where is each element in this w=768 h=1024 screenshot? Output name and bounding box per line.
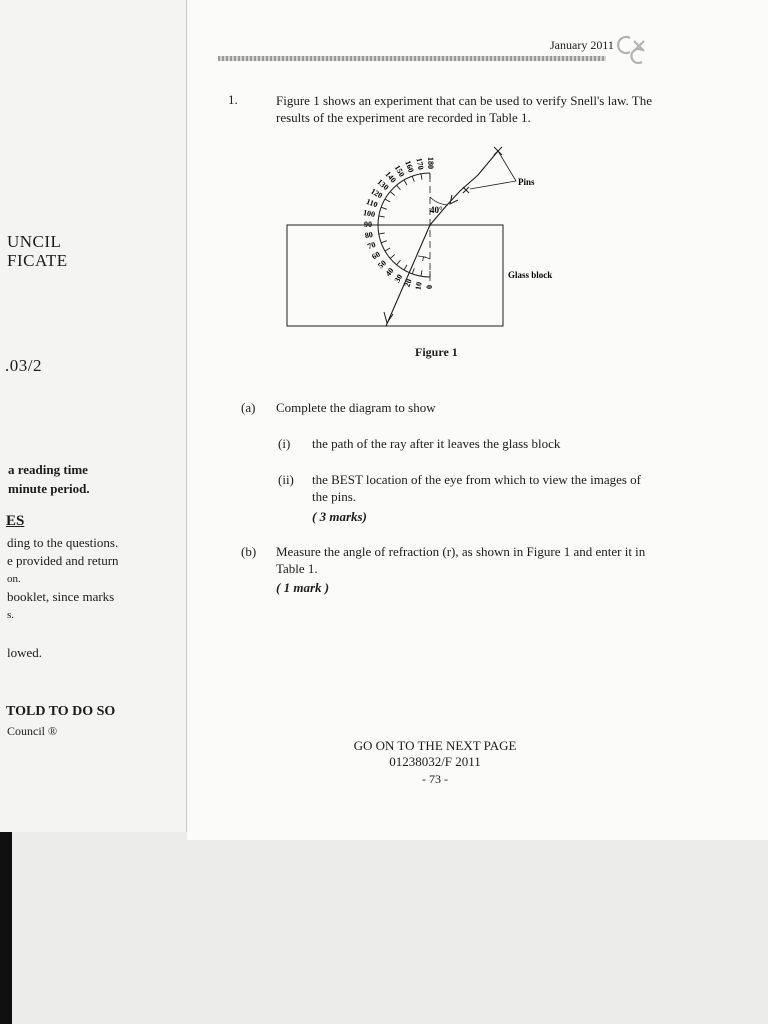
protractor-tick — [379, 216, 385, 217]
figure-1-diagram — [280, 135, 570, 330]
left-text-line: minute period. — [8, 481, 90, 496]
protractor-tick-label: 180 — [426, 157, 436, 169]
glass-block-label: Glass block — [508, 270, 553, 280]
question-text: Figure 1 shows an experiment that can be used to verify Snell's law. The results of the experiment are recorded in Table 1. — [276, 93, 653, 125]
question-number: 1. — [228, 92, 238, 107]
left-text-line: s. — [7, 609, 15, 621]
refraction-label: r — [422, 253, 426, 263]
part-b-label: (b) — [241, 544, 257, 559]
part-b-marks: ( 1 mark ) — [276, 580, 330, 595]
protractor-tick — [381, 241, 387, 243]
cxc-logo-icon — [614, 32, 650, 64]
protractor-tick-label: 40 — [383, 266, 396, 279]
left-text-line: ES — [6, 513, 25, 529]
left-text-line: Council ® — [7, 724, 58, 738]
left-text-line: UNCIL — [7, 232, 62, 251]
protractor-tick — [397, 260, 401, 265]
part-a-label: (a) — [241, 400, 256, 415]
protractor-tick — [390, 192, 395, 196]
protractor-tick-label: 10 — [413, 281, 424, 291]
footer-next-page: GO ON TO THE NEXT PAGE — [353, 738, 517, 753]
left-text-line: a reading time — [8, 462, 88, 477]
protractor-tick — [421, 270, 422, 276]
protractor-tick-label: 80 — [364, 229, 374, 241]
protractor-tick-label: 90 — [364, 219, 372, 229]
left-text-line: .03/2 — [5, 356, 42, 375]
part-a-i-text: the path of the ray after it leaves the glass block — [312, 436, 561, 451]
pin-icon — [463, 187, 469, 193]
left-text-line: on. — [7, 573, 21, 585]
left-text-line: lowed. — [7, 645, 43, 660]
protractor-tick — [381, 207, 387, 209]
footer-page-number: - 73 - — [422, 772, 448, 786]
protractor-tick — [397, 185, 401, 190]
protractor-tick — [412, 176, 414, 182]
protractor-tick-label: 110 — [364, 196, 379, 210]
protractor-tick — [390, 255, 395, 259]
left-text-line: FICATE — [7, 251, 68, 270]
pin-icon — [494, 147, 502, 155]
protractor-tick-label: 20 — [402, 277, 414, 289]
protractor-tick — [385, 199, 390, 202]
left-text-line: booklet, since marks — [7, 589, 115, 604]
left-page — [0, 0, 187, 832]
protractor-tick-label: 130 — [375, 177, 391, 192]
protractor-tick-label: 60 — [370, 249, 382, 262]
ray-arrow-icon — [450, 195, 458, 204]
protractor — [362, 157, 435, 291]
left-text-line: TOLD TO DO SO — [6, 704, 116, 719]
footer-paper-code: 01238032/F 2011 — [389, 754, 481, 769]
angle-label: 40° — [430, 205, 443, 215]
protractor-tick — [385, 248, 390, 251]
header-date: January 2011 — [550, 38, 614, 52]
part-a-marks: ( 3 marks) — [312, 509, 367, 524]
protractor-tick-label: 160 — [403, 159, 416, 174]
part-a-ii-label: (ii) — [278, 472, 294, 487]
protractor-tick-label: 150 — [392, 163, 407, 179]
part-b-text: Measure the angle of refraction (r), as shown in Figure 1 and enter it in Table 1. — [276, 544, 646, 576]
binding-shadow — [0, 832, 12, 1024]
part-a-text: Complete the diagram to show — [276, 400, 436, 415]
protractor-tick — [412, 268, 414, 274]
protractor-tick-label: 30 — [392, 272, 405, 285]
protractor-tick-label: 170 — [414, 157, 426, 171]
figure-caption: Figure 1 — [415, 345, 458, 359]
protractor-tick — [379, 233, 385, 234]
part-a-ii-text: the BEST location of the eye from which to view the images of the pins. — [312, 472, 642, 504]
left-text-line: ding to the questions. — [7, 535, 119, 550]
protractor-tick-label: 120 — [369, 186, 385, 201]
part-a-i-label: (i) — [278, 436, 291, 451]
protractor-tick-label: 140 — [383, 169, 398, 185]
protractor-tick-label: 70 — [366, 239, 377, 252]
incidence-angle-arc — [430, 197, 448, 205]
protractor-tick-label: 100 — [362, 208, 376, 220]
pins-label: Pins — [518, 177, 535, 187]
left-text-line: e provided and return — [7, 553, 119, 568]
protractor-tick — [404, 265, 407, 270]
protractor-tick-label: 0 — [424, 285, 434, 289]
protractor-tick — [404, 180, 407, 185]
protractor-tick — [421, 174, 422, 180]
header-rule — [218, 56, 606, 61]
exam-page — [187, 0, 768, 840]
protractor-tick-label: 50 — [376, 258, 389, 271]
